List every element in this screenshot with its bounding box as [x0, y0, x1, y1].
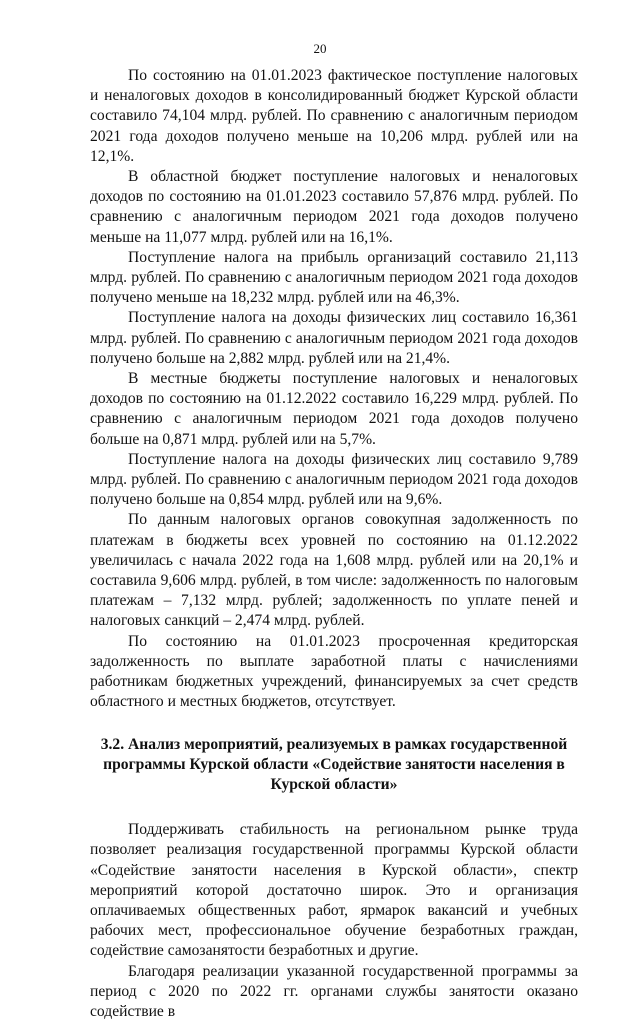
document-body: [90, 66, 578, 1022]
paragraph-program-results: Благодаря реализации указанной государственной программы за период с 2020 по 2022 гг. органами службы занятости оказано содействие в: [90, 962, 578, 1020]
paragraph-profit-tax: Поступление налога на прибыль организаций составило 21,113 млрд. рублей. По сравнению с аналогичным периодом 2021 года доходов получено меньше на 18,232 млрд. рублей или на 46,3%.: [90, 248, 578, 307]
paragraph-tax-debt: По данным налоговых органов совокупная задолженность по платежам в бюджеты всех уровней по состоянию на 01.12.2022 увеличилась с начала 2022 года на 1,608 млрд. рублей или на 20,1% и составила 9,606 млрд. рублей, в том числе: задолженность по налоговым платежам – 7,132 млрд. рублей; задолженность по уплате пеней и налоговых санкций – 2,474 млрд. рублей.: [90, 511, 578, 630]
paragraph-consolidated-budget: По состоянию на 01.01.2023 фактическое поступление налоговых и неналоговых доходов в консолидированный бюджет Курской области составило 74,104 млрд. рублей. По сравнению с аналогичным периодом 2021 года доходов получено меньше на 10,206 млрд. рублей или на 12,1%.: [90, 67, 578, 165]
paragraph-income-tax: Поступление налога на доходы физических лиц составило 16,361 млрд. рублей. По сравнению с аналогичным периодом 2021 года доходов получено больше на 2,882 млрд. рублей или на 21,4%.: [90, 309, 578, 367]
page-number: 20: [313, 41, 327, 56]
section-heading: 3.2. Анализ мероприятий, реализуемых в рамках государственной программы Курской области «Содействие занятости населения в Курской области»: [100, 735, 568, 793]
paragraph-local-income-tax: Поступление налога на доходы физических лиц составило 9,789 млрд. рублей. По сравнению с аналогичным периодом 2021 года доходов получено больше на 0,854 млрд. рублей или на 9,6%.: [90, 450, 578, 509]
paragraph-regional-budget: В областной бюджет поступление налоговых и неналоговых доходов по состоянию на 01.01.2023 составило 57,876 млрд. рублей. По сравнению с аналогичным периодом 2021 года доходов получено меньше на 11,077 млрд. рублей или на 16,1%.: [90, 168, 578, 246]
paragraph-local-budgets: В местные бюджеты поступление налоговых и неналоговых доходов по состоянию на 01.12.2022 составило 16,229 млрд. рублей. По сравнению с аналогичным периодом 2021 года доходов получено больше на 0,871 млрд. рублей или на 5,7%.: [90, 370, 578, 448]
paragraph-wage-arrears: По состоянию на 01.01.2023 просроченная кредиторская задолженность по выплате заработной платы с начислениями работникам бюджетных учреждений, финансируемых за счет средств областного и местных бюджетов, отсутствует.: [90, 632, 578, 711]
paragraph-employment-program: Поддерживать стабильность на региональном рынке труда позволяет реализация государственной программы Курской области «Содействие занятости населения в Курской области», спектр мероприятий которой достаточно широк. Это и организация оплачиваемых общественных работ, ярмарок вакансий и учебных рабочих мест, профессиональное обучение безработных граждан, содействие самозанятости безработных и другие.: [90, 821, 578, 960]
